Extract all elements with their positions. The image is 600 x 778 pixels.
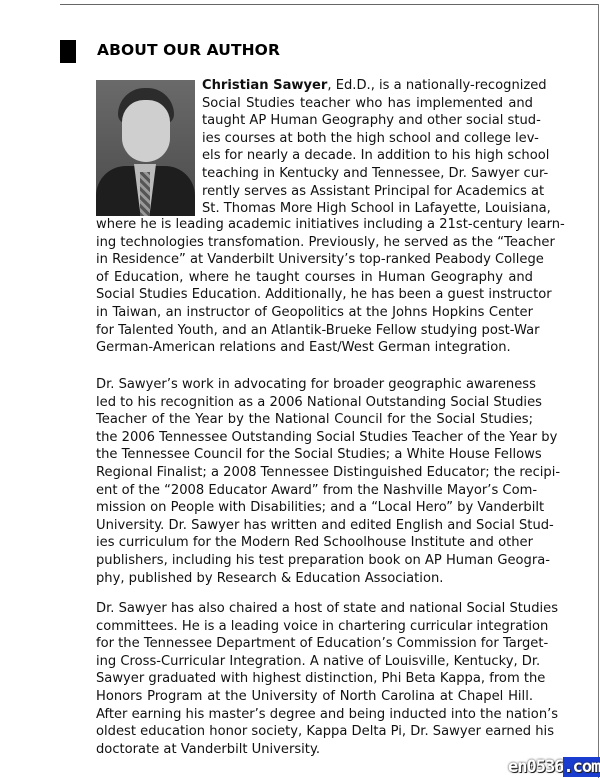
intro-paragraph-continued [96, 216, 565, 357]
heading-marker-block [60, 40, 76, 63]
text-line: in Residence” at Vanderbilt University’s top-ranked Peabody College [96, 252, 544, 268]
text-line: ies courses at both the high school and college lev- [202, 130, 539, 146]
text-line: St. Thomas More High School in Lafayette, Louisiana, [202, 201, 551, 217]
text-line: els for nearly a decade. In addition to his high school [202, 148, 550, 164]
text-line: rently serves as Assistant Principal for Academics at [202, 183, 545, 199]
author-photo [96, 80, 195, 216]
right-rule [598, 4, 599, 778]
text-line: ing Cross-Curricular Integration. A native of Louisville, Kentucky, Dr. [96, 653, 541, 669]
text-line: University. Dr. Sawyer has written and edited English and Social Stud- [96, 517, 554, 533]
text-line: doctorate at Vanderbilt University. [96, 741, 320, 757]
text-line: Christian Sawyer, Ed.D., is a nationally-recognized [202, 78, 547, 93]
text-line: ies curriculum for the Modern Red Schoolhouse Institute and other [96, 535, 533, 551]
text-line: Dr. Sawyer has also chaired a host of state and national Social Studies [96, 601, 559, 616]
text-line: ing technologies transfomation. Previously, he served as the “Teacher [96, 234, 555, 250]
text-line: where he is leading academic initiatives including a 21st-century learn- [96, 217, 565, 232]
text-line: Teacher of the Year by the National Council for the Social Studies; [96, 412, 533, 428]
text-line: Social Studies Education. Additionally, he has been a guest instructor [96, 287, 552, 303]
text-line: taught AP Human Geography and other social stud- [202, 113, 541, 129]
text-line: committees. He is a leading voice in chartering curricular integration [96, 618, 549, 634]
text-line: publishers, including his test preparation book on AP Human Geogra- [96, 552, 550, 568]
text-line: After earning his master’s degree and being inducted into the nation’s [96, 706, 559, 722]
text-line: Sawyer graduated with highest distinction, Phi Beta Kappa, from the [96, 671, 546, 687]
text-line: for Talented Youth, and an Atlantik-Brueke Fellow studying post-War [96, 322, 540, 338]
author-name: Christian Sawyer [202, 78, 328, 93]
text-line: the 2006 Tennessee Outstanding Social Studies Teacher of the Year by [96, 429, 558, 445]
site-watermark: en0536.com [508, 757, 600, 777]
text-line: the Tennessee Council for the Social Studies; a White House Fellows [96, 447, 542, 463]
text-line: of Education, where he taught courses in Human Geography and [96, 269, 533, 285]
section-title: ABOUT OUR AUTHOR [97, 41, 280, 59]
text-line: phy, published by Research & Education Association. [96, 570, 444, 586]
text-line: German-American relations and East/West German integration. [96, 340, 511, 356]
text-line: Regional Finalist; a 2008 Tennessee Distinguished Educator; the recipi- [96, 464, 561, 480]
education-paragraph [96, 600, 559, 758]
text-line: Dr. Sawyer’s work in advocating for broader geographic awareness [96, 377, 536, 392]
text-line: oldest education honor society, Kappa Delta Pi, Dr. Sawyer earned his [96, 724, 555, 740]
text-line: for the Tennessee Department of Education’s Commission for Target- [96, 636, 549, 652]
top-rule [60, 4, 598, 5]
text-line: ent of the “2008 Educator Award” from the Nashville Mayor’s Com- [96, 482, 538, 498]
text-line: Social Studies teacher who has implemented and [202, 95, 533, 111]
text-line: Honors Program at the University of North Carolina at Chapel Hill. [96, 688, 533, 704]
text-line: led to his recognition as a 2006 National Outstanding Social Studies [96, 394, 542, 410]
text-line: in Taiwan, an instructor of Geopolitics at the Johns Hopkins Center [96, 304, 533, 320]
intro-paragraph-beside-photo [202, 77, 551, 218]
text-line: teaching in Kentucky and Tennessee, Dr. Sawyer cur- [202, 165, 549, 181]
text-line: mission on People with Disabilities; and a “Local Hero” by Vanderbilt [96, 500, 545, 516]
awards-paragraph [96, 376, 561, 587]
